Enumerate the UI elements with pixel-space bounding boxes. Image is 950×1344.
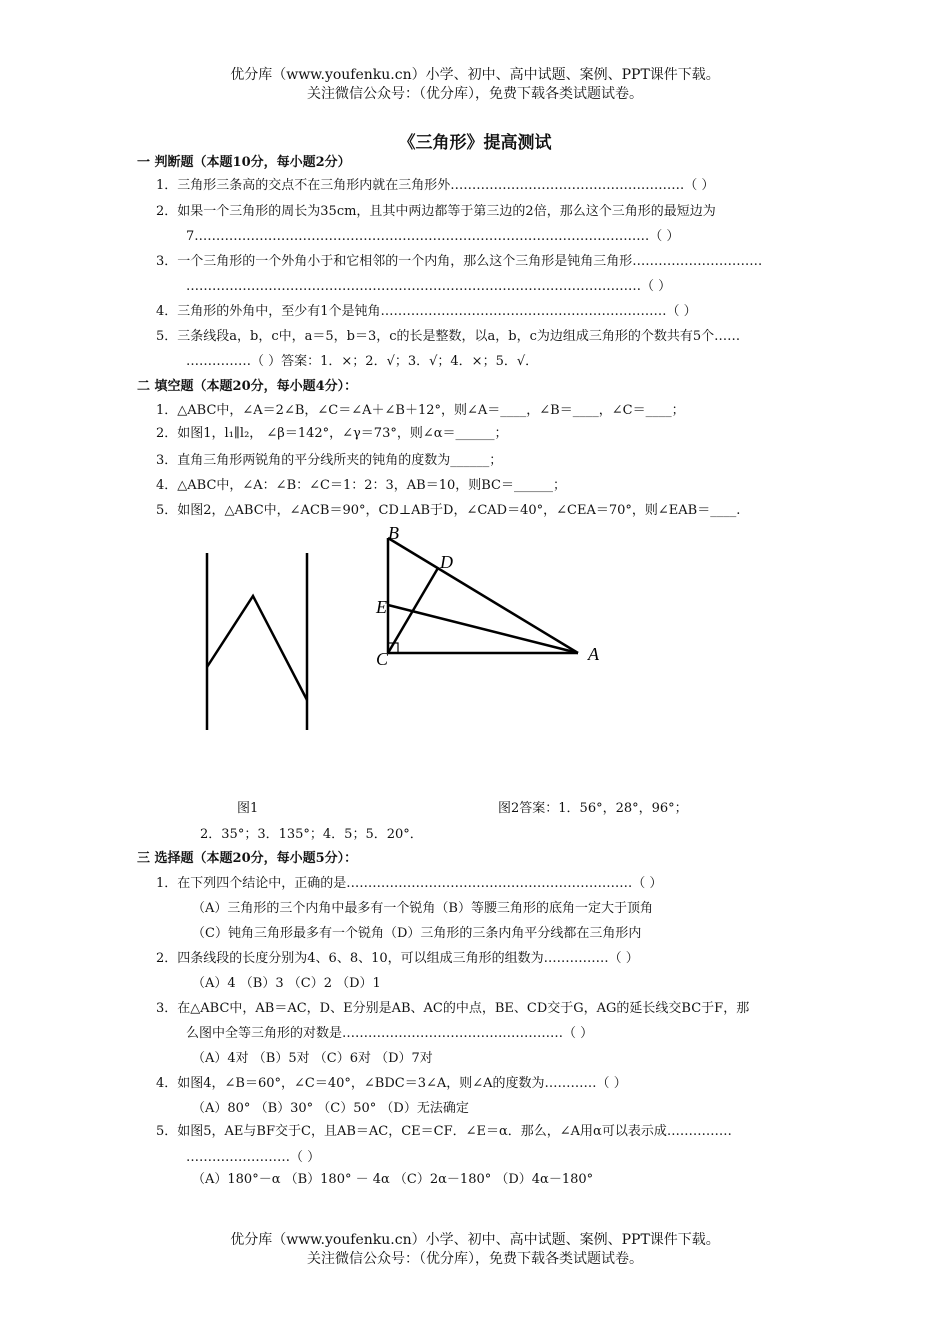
s1-q2-line2: 7……………………………………………………………………………………………（ ） [186,229,680,244]
s2-q2: 2．如图1，l₁∥l₂， ∠β＝142°，∠γ＝73°，则∠α＝______； [156,426,508,441]
footer-line-1: 优分库（www.youfenku.cn）小学、初中、高中试题、案例、PPT课件下载。 [230,1232,720,1248]
s3-q3-line2: 么图中全等三角形的对数是……………………………………………（ ） [186,1026,594,1041]
s1-q5-line1: 5．三条线段a，b，c中，a＝5，b＝3，c的长是整数，以a，b，c为边组成三角形的个数共有5个…… [156,329,741,344]
s3-q1: 1．在下列四个结论中，正确的是…………………………………………………………（ ） [156,876,663,891]
s3-q3-line1: 3．在△ABC中，AB＝AC，D、E分别是AB、AC的中点，BE、CD交于G，AG的延长线交BC于F，那 [156,1001,750,1016]
label-a: A [588,644,599,664]
s2-q3: 3．直角三角形两锐角的平分线所夹的钝角的度数为______； [156,453,503,468]
s3-q2: 2．四条线段的长度分别为4、6、8、10，可以组成三角形的组数为……………（ ） [156,951,639,966]
section1-heading: 一 判断题（本题10分，每小题2分） [137,155,351,170]
label-c: C [376,649,389,669]
label-b: B [388,523,399,543]
section3-heading: 三 选择题（本题20分，每小题5分）： [137,851,358,866]
s1-q3-line1: 3．一个三角形的一个外角小于和它相邻的一个内角，那么这个三角形是钝角三角形………………………… [156,254,763,269]
s3-q1-options-ab: （A）三角形的三个内角中最多有一个锐角（B）等腰三角形的底角一定大于顶角 [192,901,653,916]
s3-q4: 4．如图4，∠B＝60°，∠C＝40°，∠BDC＝3∠A，则∠A的度数为…………（ ） [156,1076,627,1091]
label-d: D [440,552,453,572]
footer-line-2: 关注微信公众号：（优分库），免费下载各类试题试卷。 [307,1251,643,1267]
s1-q3-line2: ……………………………………………………………………………………………（ ） [186,279,672,294]
zigzag-line [207,596,307,700]
s1-q2-line1: 2．如果一个三角形的周长为35cm，且其中两边都等于第三边的2倍，那么这个三角形的最短边为 [156,204,716,219]
figure-1 [195,545,320,735]
s2-q4: 4．△ABC中，∠A：∠B：∠C＝1：2：3，AB＝10，则BC＝______； [156,478,567,493]
s3-q1-options-cd: （C）钝角三角形最多有一个锐角（D）三角形的三条内角平分线都在三角形内 [192,926,642,941]
s2-q1: 1．△ABC中，∠A＝2∠B，∠C＝∠A＋∠B＋12°，则∠A＝____，∠B＝____，∠C＝____； [156,403,685,418]
s3-q3-options: （A）4对 （B）5对 （C）6对 （D）7对 [192,1051,433,1066]
s3-q4-options: （A）80° （B）30° （C）50° （D）无法确定 [192,1101,469,1116]
segment-ea [388,605,578,653]
page-title: 《三角形》提高测试 [398,133,552,153]
s3-q5-options: （A）180°－α （B）180° － 4α （C）2α－180° （D）4α－180° [192,1172,594,1187]
s3-q5-line2: ……………………（ ） [186,1150,321,1165]
label-e: E [376,597,387,617]
s1-q4: 4．三角形的外角中，至少有1个是钝角…………………………………………………………（ ） [156,304,697,319]
header-line-2: 关注微信公众号：（优分库），免费下载各类试题试卷。 [307,86,643,102]
s1-q5-line2: ……………（ ）答案：1．×；2．√；3．√；4．×；5．√． [186,354,539,369]
figure-2-caption: 图2答案：1．56°，28°，96°； [498,801,688,816]
figure-1-caption: 图1 [237,801,259,816]
s1-q1: 1．三角形三条高的交点不在三角形内就在三角形外………………………………………………（ ） [156,178,715,193]
s3-q2-options: （A）4 （B）3 （C）2 （D）1 [192,976,381,991]
s3-q5-line1: 5．如图5，AE与BF交于C，且AB＝AC，CE＝CF．∠E＝α．那么，∠A用α可以表示成…………… [156,1124,732,1139]
figure-2 [370,520,610,670]
section2-heading: 二 填空题（本题20分，每小题4分）： [137,379,358,394]
segment-ba [388,538,578,653]
s2-q5: 5．如图2，△ABC中，∠ACB＝90°，CD⊥AB于D，∠CAD＝40°，∠CEA＝70°，则∠EAB＝____. [156,503,741,518]
header-line-1: 优分库（www.youfenku.cn）小学、初中、高中试题、案例、PPT课件下载。 [230,67,720,83]
s2-answers: 2．35°；3．135°；4．5；5．20°． [200,827,423,842]
